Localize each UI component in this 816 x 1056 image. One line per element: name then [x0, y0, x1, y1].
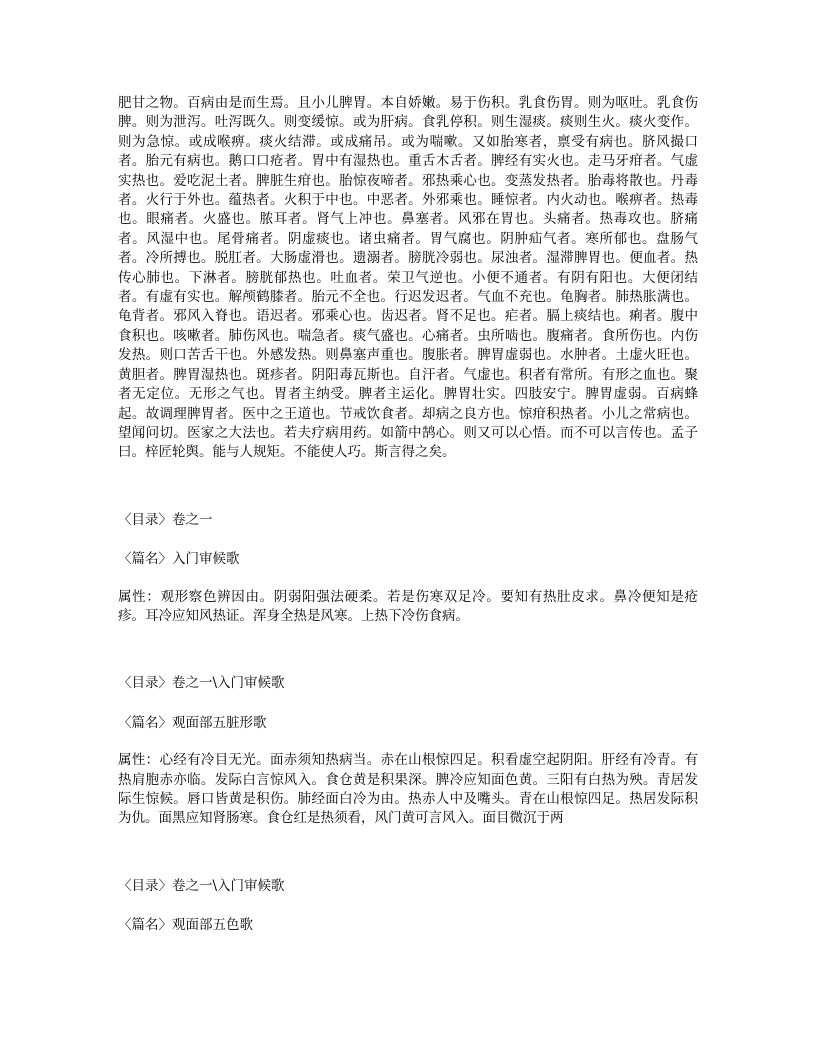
intro-paragraph: 肥甘之物。百病由是而生焉。且小儿脾胃。本自娇嫩。易于伤积。乳食伤胃。则为呕吐。乳食伤脾。则为泄泻。吐泻既久。则变缓惊。或为肝病。食乳停积。则生湿痰。痰则生火。痰火变作。则为急惊。或成喉痹。痰火结滞。或成痛吊。或为喘嗽。又如胎寒者，禀受有病也。脐风撮口者。胎元有病也。鹅口口疮者。胃中有湿热也。重舌木舌者。脾经有实火也。走马牙疳者。气虚实热也。爱吃泥土者。脾脏生疳也。胎惊夜啼者。邪热乘心也。变蒸发热者。胎毒将散也。丹毒者。火行于外也。蕴热者。火积于中也。中恶者。外邪乘也。睡惊者。内火动也。喉痹者。热毒也。眼痛者。火盛也。脓耳者。肾气上冲也。鼻塞者。风邪在胃也。头痛者。热毒攻也。脐痛者。风湿中也。尾骨痛者。阴虚痰也。诸虫痛者。胃气腐也。阴肿疝气者。寒所郁也。盘肠气者。冷所搏也。脱肛者。大肠虚滑也。遗溺者。膀胱冷弱也。尿浊者。湿滞脾胃也。便血者。热传心肺也。下淋者。膀胱郁热也。吐血者。荣卫气逆也。小便不通者。有阴有阳也。大便闭结者。有虚有实也。解颅鹤膝者。胎元不全也。行迟发迟者。气血不充也。龟胸者。肺热胀满也。龟背者。邪风入脊也。语迟者。邪乘心也。齿迟者。肾不足也。疟者。膈上痰结也。痢者。腹中食积也。咳嗽者。肺伤风也。喘急者。痰气盛也。心痛者。虫所啮也。腹痛者。食所伤也。内伤发热。则口苦舌干也。外感发热。则鼻塞声重也。腹胀者。脾胃虚弱也。水肿者。土虚火旺也。黄胆者。脾胃湿热也。斑疹者。阴阳毒瓦斯也。自汗者。气虚也。积者有常所。有形之血也。聚者无定位。无形之气也。胃者主纳受。脾者主运化。脾胃壮实。四肢安宁。脾胃虚弱。百病蜂起。故调理脾胃者。医中之王道也。节戒饮食者。却病之良方也。惊疳积热者。小儿之常病也。望闻问切。医家之大法也。若夫疗病用药。如箭中鹄心。则又可以心悟。而不可以言传也。孟子曰。梓匠轮舆。能与人规矩。不能使人巧。斯言得之矣。	[118, 95, 698, 461]
section-2-mulu: 〈目录〉卷之一\入门审候歌	[118, 675, 285, 692]
section-3-mulu: 〈目录〉卷之一\入门审候歌	[118, 877, 285, 894]
section-1-mulu: 〈目录〉卷之一	[118, 511, 213, 528]
section-3-pianming: 〈篇名〉观面部五色歌	[118, 917, 253, 934]
section-2	[118, 674, 698, 828]
section-1	[118, 511, 698, 627]
section-1-pianming: 〈篇名〉入门审候歌	[118, 551, 240, 568]
document-page	[118, 94, 698, 936]
section-1-shuxing: 属性：观形察色辨因由。阴弱阳强法硬柔。若是伤寒双足冷。要知有热肚皮求。鼻冷便知是疮疹。耳冷应知风热证。浑身全热是风寒。上热下冷伤食病。	[118, 588, 698, 624]
section-3	[118, 877, 698, 936]
section-2-pianming: 〈篇名〉观面部五脏形歌	[118, 714, 267, 731]
section-2-shuxing: 属性：心经有冷目无光。面赤须知热病当。赤在山根惊四足。积看虚空起阴阳。肝经有冷青。有热肩胞赤亦临。发际白言惊风入。食仓黄是积果深。脾冷应知面色黄。三阳有白热为殃。青居发际生惊候。唇口皆黄是积伤。肺经面白冷为由。热赤人中及嘴头。青在山根惊四足。热居发际积为仇。面黑应知肾肠寒。食仓红是热须看，风门黄可言风入。面目微沉于两	[118, 752, 698, 827]
